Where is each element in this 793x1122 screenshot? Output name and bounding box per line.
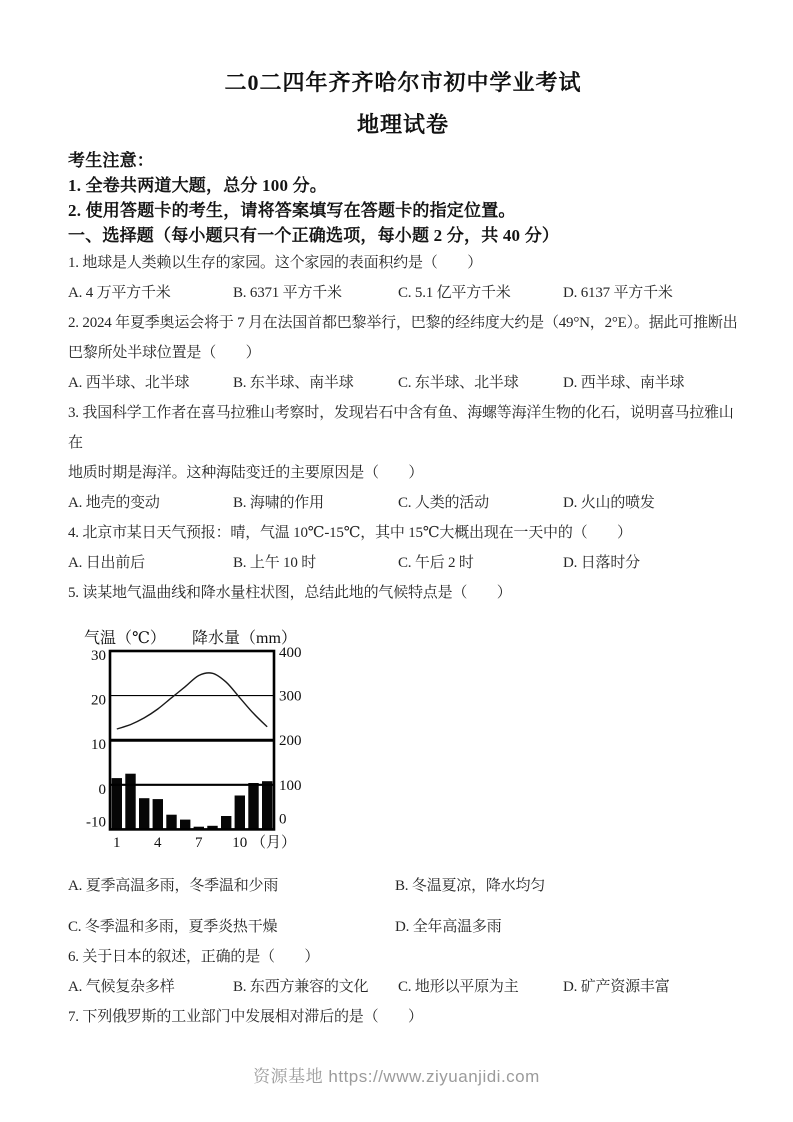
q2-option-a: A. 西半球、北半球 bbox=[68, 375, 190, 391]
q4-option-a: A. 日出前后 bbox=[68, 555, 145, 571]
right-axis-title: 降水量（mm） bbox=[192, 630, 297, 647]
q1-options bbox=[68, 278, 738, 308]
notice-heading: 考生注意： bbox=[68, 151, 154, 170]
q1-option-b: B. 6371 平方千米 bbox=[233, 285, 342, 301]
q3-option-c: C. 人类的活动 bbox=[398, 495, 489, 511]
climate-chart bbox=[82, 627, 342, 869]
q5-option-d: D. 全年高温多雨 bbox=[395, 919, 502, 935]
right-tick-100: 100 bbox=[279, 777, 302, 794]
exam-paper bbox=[68, 0, 738, 1032]
precip-bar-12 bbox=[262, 781, 272, 829]
q2-options bbox=[68, 368, 738, 398]
precip-bar-5 bbox=[166, 815, 176, 830]
left-tick--10: -10 bbox=[86, 814, 106, 831]
q4-option-d: D. 日落时分 bbox=[563, 555, 640, 571]
notice-line-2: 2. 使用答题卡的考生，请将答案填写在答题卡的指定位置。 bbox=[68, 201, 516, 220]
q6-option-a: A. 气候复杂多样 bbox=[68, 979, 175, 995]
precip-bar-9 bbox=[221, 816, 231, 829]
q1-stem: 1. 地球是人类赖以生存的家园。这个家园的表面积约是（ ） bbox=[68, 255, 483, 271]
q6-options bbox=[68, 972, 738, 1002]
q6-option-c: C. 地形以平原为主 bbox=[398, 979, 519, 995]
q1-option-a: A. 4 万平方千米 bbox=[68, 285, 171, 301]
q4-options bbox=[68, 548, 738, 578]
q1-option-d: D. 6137 平方千米 bbox=[563, 285, 673, 301]
q3-options bbox=[68, 488, 738, 518]
precip-bar-2 bbox=[125, 774, 135, 830]
q4-option-b: B. 上午 10 时 bbox=[233, 555, 317, 571]
q1-option-c: C. 5.1 亿平方千米 bbox=[398, 285, 511, 301]
temperature-curve bbox=[117, 673, 267, 729]
exam-subtitle: 地理试卷 bbox=[356, 112, 449, 137]
q3-option-b: B. 海啸的作用 bbox=[233, 495, 324, 511]
precip-bar-4 bbox=[153, 799, 163, 829]
x-tick-4: 4 bbox=[154, 835, 162, 851]
left-tick-10: 10 bbox=[91, 737, 106, 754]
precip-bar-10 bbox=[235, 796, 245, 830]
q6-option-b: B. 东西方兼容的文化 bbox=[233, 979, 369, 995]
q2-stem-line2: 巴黎所处半球位置是（ ） bbox=[68, 345, 261, 361]
right-tick-0: 0 bbox=[279, 811, 287, 828]
q5-option-c: C. 冬季温和多雨，夏季炎热干燥 bbox=[68, 919, 278, 935]
precip-bar-11 bbox=[248, 783, 258, 829]
q5-options-row2 bbox=[68, 912, 738, 942]
x-axis-unit-label: （月） bbox=[251, 835, 297, 851]
right-tick-400: 400 bbox=[279, 645, 302, 661]
left-tick-30: 30 bbox=[91, 648, 106, 664]
q4-stem: 4. 北京市某日天气预报：晴，气温 10℃-15℃，其中 15℃大概出现在一天中的（ ） bbox=[68, 525, 632, 541]
q2-stem-line1: 2. 2024 年夏季奥运会将于 7 月在法国首都巴黎举行，巴黎的经纬度大约是（49°N，2°E）。据此可推断出 bbox=[68, 315, 738, 331]
q2-option-c: C. 东半球、北半球 bbox=[398, 375, 519, 391]
right-tick-200: 200 bbox=[279, 733, 302, 750]
q2-option-b: B. 东半球、南半球 bbox=[233, 375, 354, 391]
q5-option-b: B. 冬温夏凉，降水均匀 bbox=[395, 878, 546, 894]
q3-stem-line2: 地质时期是海洋。这种海陆变迁的主要原因是（ ） bbox=[68, 465, 424, 481]
climate-chart-svg bbox=[82, 627, 334, 857]
q3-option-d: D. 火山的喷发 bbox=[563, 495, 655, 511]
q6-option-d: D. 矿产资源丰富 bbox=[563, 979, 670, 995]
section-heading: 一、选择题（每小题只有一个正确选项，每小题 2 分，共 40 分） bbox=[68, 226, 560, 245]
notice-line-1: 1. 全卷共两道大题，总分 100 分。 bbox=[68, 176, 327, 195]
q5-options-row1 bbox=[68, 871, 738, 901]
q6-stem: 6. 关于日本的叙述，正确的是（ ） bbox=[68, 949, 320, 965]
exam-title: 二0二四年齐齐哈尔市初中学业考试 bbox=[224, 70, 582, 95]
left-axis-title: 气温（℃） bbox=[84, 630, 166, 647]
q5-option-a: A. 夏季高温多雨，冬季温和少雨 bbox=[68, 878, 279, 894]
x-tick-1: 1 bbox=[113, 835, 121, 851]
q3-option-a: A. 地壳的变动 bbox=[68, 495, 160, 511]
q4-option-c: C. 午后 2 时 bbox=[398, 555, 474, 571]
left-tick-20: 20 bbox=[91, 692, 106, 709]
q5-stem: 5. 读某地气温曲线和降水量柱状图，总结此地的气候特点是（ ） bbox=[68, 585, 512, 601]
precip-bar-3 bbox=[139, 798, 149, 829]
q3-stem-line1: 3. 我国科学工作者在喜马拉雅山考察时，发现岩石中含有鱼、海螺等海洋生物的化石，说明喜马拉雅山在 bbox=[68, 405, 734, 451]
left-tick-0: 0 bbox=[98, 781, 106, 798]
x-tick-10: 10 bbox=[232, 835, 248, 851]
right-tick-300: 300 bbox=[279, 688, 302, 705]
footer-watermark: 资源基地 https://www.ziyuanjidi.com bbox=[253, 1067, 540, 1086]
q2-option-d: D. 西半球、南半球 bbox=[563, 375, 685, 391]
precip-bar-6 bbox=[180, 820, 190, 830]
q7-stem: 7. 下列俄罗斯的工业部门中发展相对滞后的是（ ） bbox=[68, 1009, 423, 1025]
x-tick-7: 7 bbox=[195, 835, 203, 851]
